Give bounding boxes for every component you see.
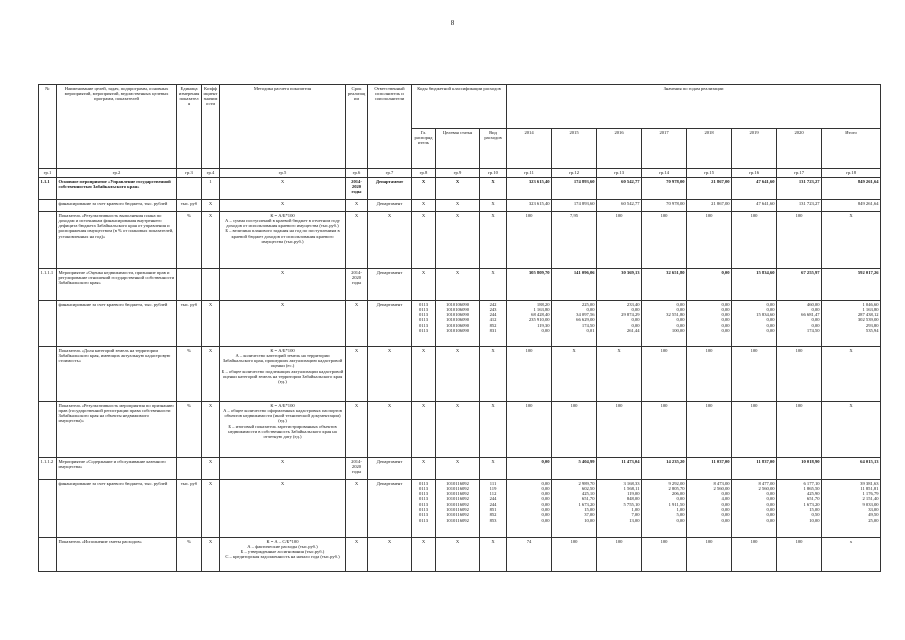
row-term: X — [346, 212, 368, 269]
row-coef: X — [202, 480, 220, 538]
row-value: 11 473,04 — [597, 458, 642, 480]
row-unit: % — [177, 212, 202, 269]
header-term: Срок реализации — [346, 85, 368, 169]
row-unit: % — [177, 347, 202, 402]
row-value: 0,00 0,00 0,00 0,00 0,00 0,00 — [687, 301, 732, 347]
row-coef: X — [202, 538, 220, 572]
row-executor: Департамент — [368, 269, 412, 301]
header-year: 2015 — [552, 129, 597, 169]
row-method: К = А/Б*100 А – общее количество оформленных кадастровых паспортов объектов недвижимости (иной технической документации) (ед.) Б – итоговый показатель зарегистрированных объектов недвижимости в собственность Забайкальского края на отчетную дату (ед.) — [220, 402, 346, 458]
row-value: 100 — [777, 212, 822, 269]
row-code-vr: X — [480, 538, 507, 572]
row-number — [39, 212, 57, 269]
row-term: 2014-2020 годы — [346, 269, 368, 301]
header-year: 2018 — [687, 129, 732, 169]
header-year: 2020 — [777, 129, 822, 169]
row-executor: X — [368, 538, 412, 572]
column-number: гр.8 — [412, 169, 436, 178]
row-code-grs: X — [412, 200, 436, 212]
row-code-vr: X — [480, 402, 507, 458]
row-value: 0,00 — [687, 269, 732, 301]
row-coef: 1 — [202, 178, 220, 200]
program-table — [38, 84, 881, 572]
row-unit — [177, 269, 202, 301]
row-value: 460,00 0,00 66 681,47 0,00 0,00 174,50 — [777, 301, 822, 347]
table-row — [39, 347, 881, 402]
row-number — [39, 347, 57, 402]
row-method: К = А/Б*100 А – сумма поступлений в краевой бюджет в отчетном году доходов от использования краевого имущества (тыс.руб.) Б – величина планового задания на год по поступлениям в краевой бюджет доходов от использования краевого имущества (тыс.руб.) — [220, 212, 346, 269]
row-method: X — [220, 269, 346, 301]
column-number: гр.6 — [346, 169, 368, 178]
header-year: 2014 — [507, 129, 552, 169]
row-value: 0,00 0,00 0,00 0,00 0,00 0,00 0,00 0,00 — [507, 480, 552, 538]
row-unit: тыс. руб — [177, 301, 202, 347]
header-unit: Единица измерения показателя — [177, 85, 202, 169]
row-term: X — [346, 301, 368, 347]
row-value: 47 641,60 — [732, 200, 777, 212]
row-total: 592 017,26 — [822, 269, 881, 301]
row-unit — [177, 178, 202, 200]
row-term: X — [346, 200, 368, 212]
row-unit: тыс. руб — [177, 480, 202, 538]
row-value: 174 893,60 — [552, 200, 597, 212]
row-name: Мероприятие «Содержание и обслуживание казенного имущества» — [57, 458, 177, 480]
header-code-cs: Целевая статья — [436, 129, 480, 169]
row-value: 100 — [642, 212, 687, 269]
row-value: 100 — [687, 402, 732, 458]
row-value: 32 651,80 — [642, 269, 687, 301]
row-value: 100 — [687, 347, 732, 402]
row-code-cs: X — [436, 347, 480, 402]
row-number: 1.1.1 — [39, 178, 57, 200]
column-number: гр.3 — [177, 169, 202, 178]
table-row — [39, 458, 881, 480]
row-coef: X — [202, 200, 220, 212]
row-method: X — [220, 200, 346, 212]
row-value: 100 — [552, 402, 597, 458]
row-value: 100 — [732, 212, 777, 269]
row-code-grs: X — [412, 538, 436, 572]
row-coef: X — [202, 301, 220, 347]
column-number: гр.4 — [202, 169, 220, 178]
column-number-row — [39, 169, 881, 178]
row-value: 141 096,06 — [552, 269, 597, 301]
row-code-cs: X — [436, 212, 480, 269]
row-value: 15 834,60 — [732, 269, 777, 301]
row-value: 131 723,27 — [777, 200, 822, 212]
row-value: 174 893,60 — [552, 178, 597, 200]
row-code-grs: X — [412, 212, 436, 269]
column-number: гр.2 — [57, 169, 177, 178]
row-value: 100 — [642, 538, 687, 572]
column-number: гр.16 — [732, 169, 777, 178]
row-value: 131 723,27 — [777, 178, 822, 200]
row-value: X — [597, 347, 642, 402]
row-value: 21 867,00 — [687, 178, 732, 200]
page-number: 8 — [450, 19, 455, 27]
row-value: 100 — [552, 538, 597, 572]
row-code-grs: X — [412, 347, 436, 402]
row-number — [39, 402, 57, 458]
row-code-vr: X — [480, 458, 507, 480]
row-coef: X — [202, 347, 220, 402]
header-year: 2017 — [642, 129, 687, 169]
column-number: гр.15 — [687, 169, 732, 178]
row-value: 11 037,00 — [687, 458, 732, 480]
row-code-vr: X — [480, 269, 507, 301]
row-executor: Департамент — [368, 200, 412, 212]
row-term: X — [346, 538, 368, 572]
row-value: 14 235,20 — [642, 458, 687, 480]
table-row — [39, 200, 881, 212]
header-code-grs: Гл. распорядитель — [412, 129, 436, 169]
row-name: Показатель «Исполнение сметы расходов» — [57, 538, 177, 572]
table-row — [39, 402, 881, 458]
row-code-grs: 0113 0113 0113 0113 0113 0113 0113 0113 — [412, 480, 436, 538]
row-value: 323 615,40 — [507, 178, 552, 200]
row-code-grs: X — [412, 458, 436, 480]
row-code-cs: 1010106090 1010106090 1010106090 1010106090 1010106090 1010106090 — [436, 301, 480, 347]
header-name: Наименование целей, задач, подпрограмм, основных мероприятий, мероприятий, ведомственных целевых программ, показателей — [57, 85, 177, 169]
table-header-row — [39, 85, 881, 129]
row-term: X — [346, 402, 368, 458]
row-executor: X — [368, 347, 412, 402]
row-term: 2014-2020 годы — [346, 458, 368, 480]
header-values: Значения по годам реализации — [507, 85, 881, 129]
row-value: 11 837,00 — [732, 458, 777, 480]
row-name: Показатель «Результативность мероприятия по признанию прав (государственной регистрации права собственности Забайкальского края на объекты недвижимого имущества)» — [57, 402, 177, 458]
row-value: 100 — [687, 212, 732, 269]
row-code-vr: X — [480, 178, 507, 200]
row-code-vr: X — [480, 347, 507, 402]
row-total: 1 046,60 1 163,80 287 438,12 302 539,00 293,80 535,94 — [822, 301, 881, 347]
row-value: 70 978,00 — [642, 200, 687, 212]
row-coef: X — [202, 458, 220, 480]
row-unit: % — [177, 402, 202, 458]
table-row — [39, 538, 881, 572]
row-value: X — [552, 347, 597, 402]
row-value: 0,00 0,00 15 834,60 0,00 0,00 0,00 — [732, 301, 777, 347]
row-term: 2014-2020 годы — [346, 178, 368, 200]
column-number: гр.14 — [642, 169, 687, 178]
row-method: X — [220, 480, 346, 538]
row-executor: Департамент — [368, 301, 412, 347]
row-value: 8 477,00 2 560,00 0,00 0,00 0,00 0,00 0,00 0,00 — [732, 480, 777, 538]
row-executor: Департамент — [368, 178, 412, 200]
row-value: 305 809,70 — [507, 269, 552, 301]
row-code-grs: X — [412, 178, 436, 200]
row-executor: X — [368, 402, 412, 458]
row-unit — [177, 458, 202, 480]
header-year: 2019 — [732, 129, 777, 169]
row-value: 100 — [642, 402, 687, 458]
row-method: X — [220, 301, 346, 347]
row-value: 100 — [507, 212, 552, 269]
column-number: гр.18 — [822, 169, 881, 178]
column-number: гр.13 — [597, 169, 642, 178]
row-value: 100 — [597, 402, 642, 458]
row-total: 64 015,13 — [822, 458, 881, 480]
row-term: X — [346, 480, 368, 538]
row-term: X — [346, 347, 368, 402]
row-total: X — [822, 212, 881, 269]
row-value: 0,00 — [507, 458, 552, 480]
row-value: 100 — [597, 212, 642, 269]
row-total: X — [822, 347, 881, 402]
row-value: 3 168,33 1 568,11 119,00 848,00 5 755,10 1,00 7,00 13,00 — [597, 480, 642, 538]
table-row — [39, 480, 881, 538]
row-code-vr: X — [480, 200, 507, 212]
row-code-cs: X — [436, 269, 480, 301]
row-code-vr: 242 243 244 412 852 831 — [480, 301, 507, 347]
row-value: 100 — [642, 347, 687, 402]
header-code-vr: Вид расходов — [480, 129, 507, 169]
row-value: 60 542,77 — [597, 200, 642, 212]
row-code-grs: X — [412, 269, 436, 301]
table-row — [39, 269, 881, 301]
row-value: 100 — [777, 402, 822, 458]
header-method: Методика расчета показателя — [220, 85, 346, 169]
row-code-vr: X — [480, 212, 507, 269]
row-value: 2 989,70 602,50 425,10 651,70 1 673,20 15,00 37,00 10,00 — [552, 480, 597, 538]
header-codes: Коды бюджетной классификации расходов — [412, 85, 507, 129]
row-name: Показатель «Результативность выполнения плана по доходам и источникам финансирования внутреннего дефицита бюджета Забайкальского края от управления и распоряжения имуществом (в % от плановых показателей, установленных на год)» — [57, 212, 177, 269]
table-row — [39, 212, 881, 269]
row-value: 70 978,00 — [642, 178, 687, 200]
row-executor: Департамент — [368, 458, 412, 480]
row-value: 100 — [777, 538, 822, 572]
row-value: 7,95 — [552, 212, 597, 269]
header-executor: Ответственный исполнитель и соисполнители — [368, 85, 412, 169]
row-number — [39, 200, 57, 212]
row-method: X — [220, 178, 346, 200]
row-value: 225,00 0,00 34 097,56 66 629,00 174,50 0,01 — [552, 301, 597, 347]
row-value: 47 641,60 — [732, 178, 777, 200]
row-value: 100 — [597, 538, 642, 572]
row-name: финансирование за счет краевого бюджета, тыс. рублей — [57, 301, 177, 347]
row-value: 9 292,00 2 805,70 206,00 0,00 1 911,50 1,00 5,00 0,00 — [642, 480, 687, 538]
column-number: гр.12 — [552, 169, 597, 178]
row-total: 849 261,64 — [822, 200, 881, 212]
row-name: финансирование за счет краевого бюджета, тыс. рублей — [57, 480, 177, 538]
column-number: гр.7 — [368, 169, 412, 178]
row-name: Показатель «Доля категорий земель на территории Забайкальского края, имеющих актуальную кадастровую стоимость» — [57, 347, 177, 402]
row-value: 8 473,00 2 560,00 0,00 4,00 0,00 0,00 0,00 0,00 — [687, 480, 732, 538]
row-method: К = А – С/Б*100 А – фактические расходы (тыс.руб.) Б – утвержденные ассигнования (тыс.руб.) С – кредиторская задолженность на начало года (тыс.руб.) — [220, 538, 346, 572]
row-code-cs: 1010116092 1010116092 1010116092 1010116092 1010116092 1010116092 1010116092 1010116092 — [436, 480, 480, 538]
row-name: Мероприятие «Оценка недвижимости, признание прав и регулирование отношений государственной собственности Забайкальского края» — [57, 269, 177, 301]
row-code-grs: X — [412, 402, 436, 458]
row-value: 100 — [732, 347, 777, 402]
column-number: гр.5 — [220, 169, 346, 178]
row-total: 39 381,63 11 851,81 1 176,79 2 151,40 9 033,00 33,00 49,50 25,00 — [822, 480, 881, 538]
header-coef: Коэффициент значимости — [202, 85, 220, 169]
row-code-cs: X — [436, 538, 480, 572]
header-year: 2016 — [597, 129, 642, 169]
row-total: x — [822, 538, 881, 572]
row-method: К = А/Б*100 А – количество категорий земель на территории Забайкальского края, прошедших актуализацию кадастровой оценки (ес.) Б – общее количество подлежащих актуализации кадастровой оценки категорий земель на территории Забайкальского края (ед.) — [220, 347, 346, 402]
row-code-cs: X — [436, 458, 480, 480]
row-code-vr: 111 119 112 244 244 851 852 853 — [480, 480, 507, 538]
row-value: 100 — [777, 347, 822, 402]
row-value: 100 — [732, 538, 777, 572]
row-value: 6 177,10 1 865,50 425,90 651,70 1 673,20 15,00 0,50 10,00 — [777, 480, 822, 538]
row-value: 100 — [507, 402, 552, 458]
row-coef — [202, 269, 220, 301]
column-number: гр.1 — [39, 169, 57, 178]
row-value: 100 — [687, 538, 732, 572]
row-coef: X — [202, 212, 220, 269]
row-number — [39, 480, 57, 538]
row-name: Основное мероприятие «Управление государственной собственностью Забайкальского края» — [57, 178, 177, 200]
row-value: 100 — [732, 402, 777, 458]
row-number: 1.1.1.1 — [39, 269, 57, 301]
row-number: 1.1.1.2 — [39, 458, 57, 480]
row-unit: % — [177, 538, 202, 572]
row-unit: тыс. руб — [177, 200, 202, 212]
row-executor: X — [368, 212, 412, 269]
row-value: 323 615,40 — [507, 200, 552, 212]
row-code-cs: X — [436, 178, 480, 200]
row-value: 100 — [507, 347, 552, 402]
header-total: Итого — [822, 129, 881, 169]
row-number — [39, 301, 57, 347]
header-n: № — [39, 85, 57, 169]
row-total: 849 261,64 — [822, 178, 881, 200]
table-row — [39, 178, 881, 200]
row-code-cs: X — [436, 200, 480, 212]
row-value: 30 369,13 — [597, 269, 642, 301]
row-value: 0,00 0,00 32 551,80 0,00 0,00 100,00 — [642, 301, 687, 347]
column-number: гр.10 — [480, 169, 507, 178]
row-value: 74 — [507, 538, 552, 572]
table-row — [39, 301, 881, 347]
column-number: гр.11 — [507, 169, 552, 178]
row-value: 10 018,90 — [777, 458, 822, 480]
row-value: 5 404,99 — [552, 458, 597, 480]
row-code-grs: 0113 0113 0113 0113 0113 0113 — [412, 301, 436, 347]
row-coef: X — [202, 402, 220, 458]
row-total: X — [822, 402, 881, 458]
row-value: 188,20 1 163,80 68 428,40 235 910,00 119,30 0,00 — [507, 301, 552, 347]
row-value: 67 255,97 — [777, 269, 822, 301]
column-number: гр.17 — [777, 169, 822, 178]
row-value: 21 867,00 — [687, 200, 732, 212]
row-name: финансирование за счет краевого бюджета, тыс. рублей — [57, 200, 177, 212]
row-code-cs: X — [436, 402, 480, 458]
row-value: 60 542,77 — [597, 178, 642, 200]
column-number: гр.9 — [436, 169, 480, 178]
row-executor: Департамент — [368, 480, 412, 538]
row-value: 233,40 0,00 29 874,29 0,00 0,00 261,44 — [597, 301, 642, 347]
row-method: X — [220, 458, 346, 480]
row-number — [39, 538, 57, 572]
